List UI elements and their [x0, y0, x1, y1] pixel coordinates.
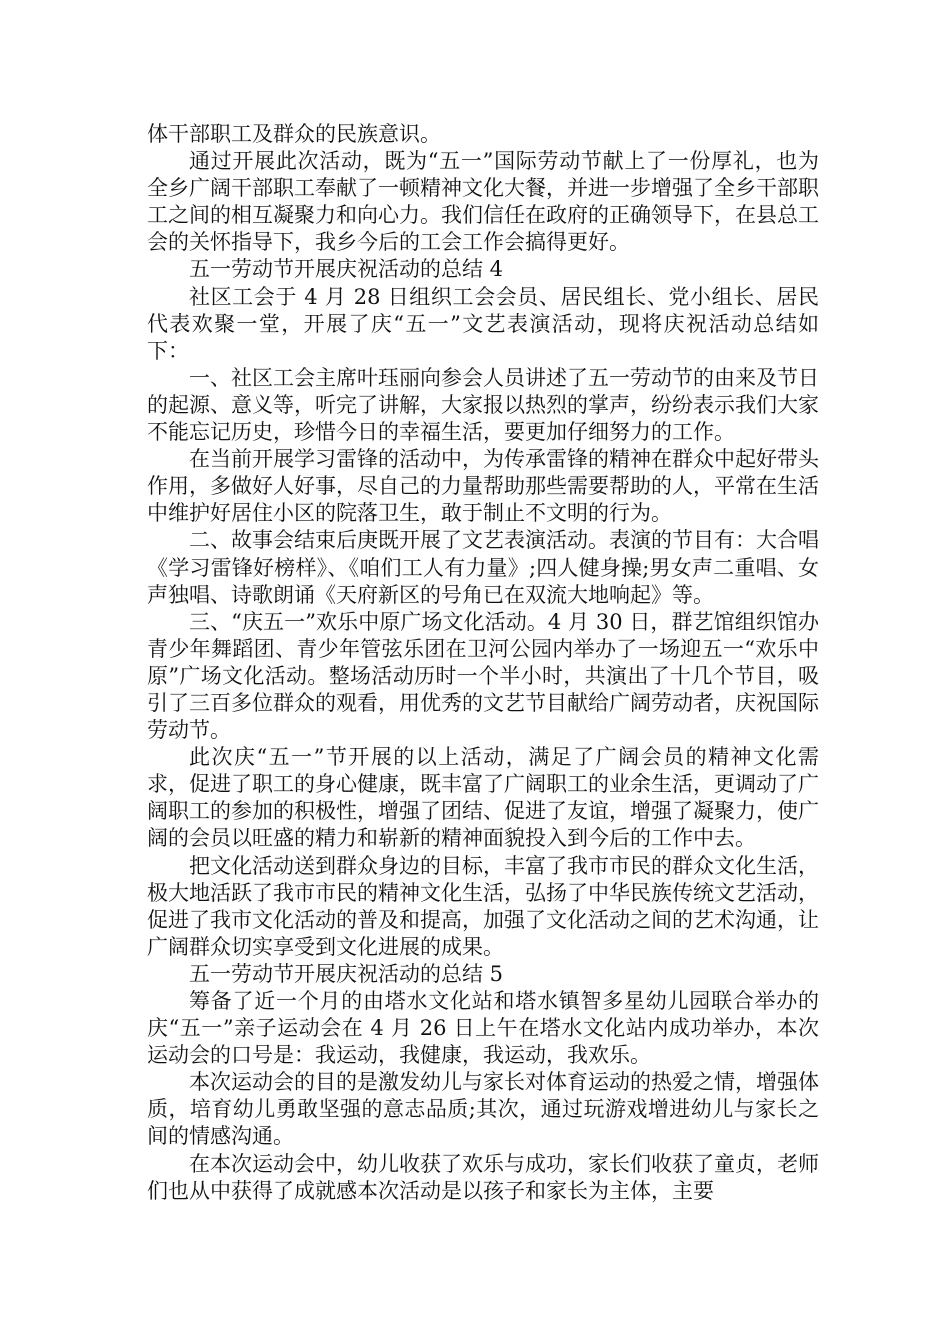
paragraph-1: 体干部职工及群众的民族意识。 [147, 122, 441, 146]
paragraph-10: 筹备了近一个月的由塔水文化站和塔水镇智多星幼儿园联合举办的庆“五一”亲子运动会在 4 月 26 日上午在塔水文化站内成功举办，本次运动会的口号是：我运动，我健康，我运动，我欢乐。 [147, 989, 819, 1068]
paragraph-5: 在当前开展学习雷锋的活动中，为传承雷锋的精神在群众中起好带头作用，多做好人好事，尽自己的力量帮助那些需要帮助的人，平常在生活中维护好居住小区的院落卫生，敢于制止不文明的行为。 [147, 447, 819, 526]
paragraph-3: 社区工会于 4 月 28 日组织工会会员、居民组长、党小组长、居民代表欢聚一堂，开展了庆“五一”文艺表演活动，现将庆祝活动总结如下： [147, 284, 819, 363]
section-heading-5: 五一劳动节开展庆祝活动的总结 5 [189, 961, 504, 986]
paragraph-9: 把文化活动送到群众身边的目标，丰富了我市市民的群众文化生活，极大地活跃了我市市民的精神文化生活，弘扬了中华民族传统文艺活动，促进了我市文化活动的普及和提高，加强了文化活动之间的艺术沟通，让广阔群众切实享受到文化进展的成果。 [147, 853, 819, 959]
paragraph-6: 二、故事会结束后庚既开展了文艺表演活动。表演的节目有：大合唱《学习雷锋好榜样》、《咱们工人有力量》;四人健身操;男女声二重唱、女声独唱、诗歌朗诵《天府新区的号角已在双流大地响起》等。 [147, 528, 819, 607]
paragraph-4: 一、社区工会主席叶珏丽向参会人员讲述了五一劳动节的由来及节日的起源、意义等，听完了讲解，大家报以热烈的掌声，纷纷表示我们大家不能忘记历史，珍惜今日的幸福生活，要更加仔细努力的工作。 [147, 365, 819, 445]
paragraph-11: 本次运动会的目的是激发幼儿与家长对体育运动的热爱之情，增强体质，培育幼儿勇敢坚强的意志品质;其次，通过玩游戏增进幼儿与家长之间的情感沟通。 [147, 1070, 819, 1149]
section-heading-4: 五一劳动节开展庆祝活动的总结 4 [189, 257, 504, 282]
paragraph-2: 通过开展此次活动，既为“五一”国际劳动节献上了一份厚礼，也为全乡广阔干部职工奉献了一顿精神文化大餐，并进一步增强了全乡干部职工之间的相互凝聚力和向心力。我们信任在政府的正确领导下，在县总工会的关怀指导下，我乡今后的工会工作会搞得更好。 [147, 149, 819, 255]
paragraph-12: 在本次运动会中，幼儿收获了欢乐与成功，家长们收获了童贞，老师们也从中获得了成就感本次活动是以孩子和家长为主体，主要 [147, 1151, 819, 1203]
paragraph-7: 三、“庆五一”欢乐中原广场文化活动。4 月 30 日，群艺馆组织馆办青少年舞蹈团、青少年管弦乐团在卫河公园内举办了一场迎五一“欢乐中原”广场文化活动。整场活动历时一个半小时，共演出了十几个节目，吸引了三百多位群众的观看，用优秀的文艺节目献给广阔劳动者，庆祝国际劳动节。 [147, 609, 819, 743]
document-page [147, 121, 819, 1205]
paragraph-8: 此次庆“五一”节开展的以上活动，满足了广阔会员的精神文化需求，促进了职工的身心健康，既丰富了广阔职工的业余生活，更调动了广阔职工的参加的积极性，增强了团结、促进了友谊，增强了凝聚力，使广阔的会员以旺盛的精力和崭新的精神面貌投入到今后的工作中去。 [147, 745, 819, 851]
